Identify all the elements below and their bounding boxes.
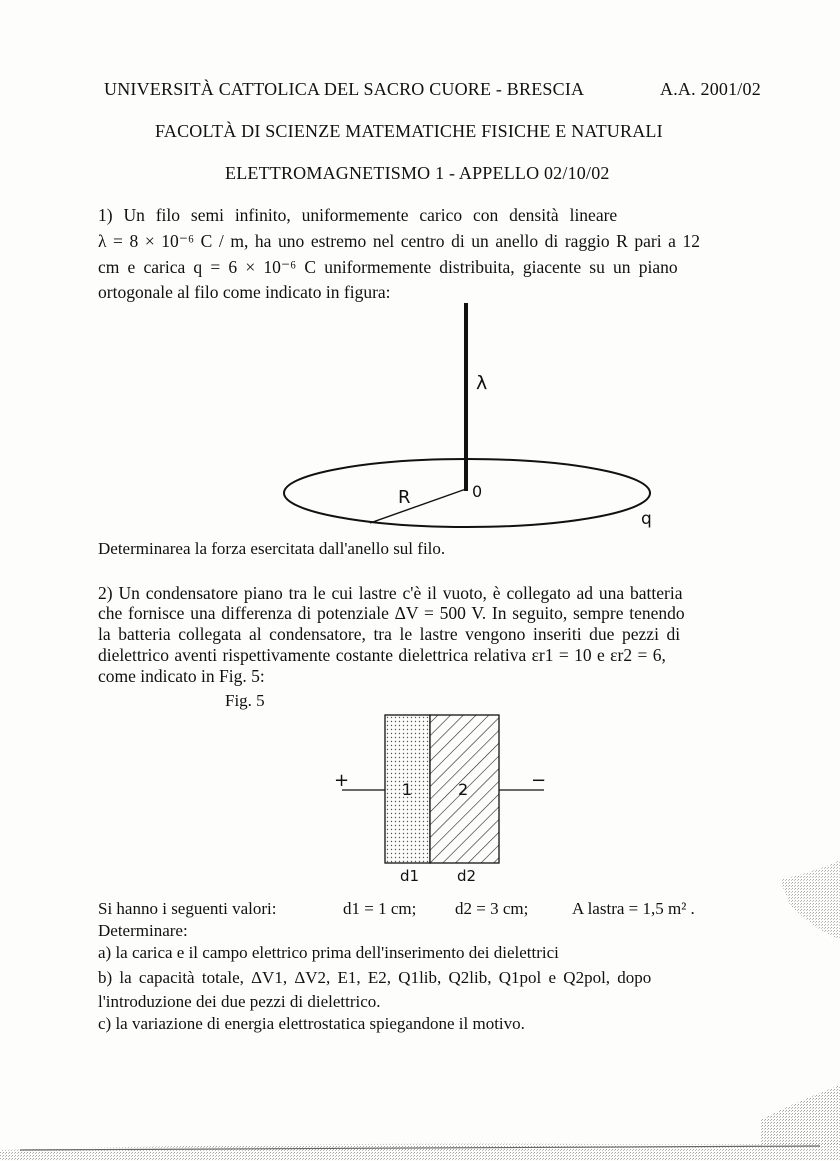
problem1-line1: 1) Un filo semi infinito, uniformemente carico con densità lineare [98, 205, 618, 225]
region-1-label: 1 [402, 780, 413, 799]
problem1-question: Determinarea la forza esercitata dall'anello sul filo. [98, 539, 446, 558]
lambda-label: λ [476, 372, 488, 394]
problem1-line3: cm e carica q = 6 × 10⁻⁶ C uniformemente distribuita, giacente su un piano [98, 257, 678, 277]
charge-label: q [641, 509, 652, 529]
radius-label: R [398, 487, 411, 508]
problem2-line3: la batteria collegata al condensatore, tra le lastre vengono inseriti due pezzi di [98, 624, 681, 644]
exam-title: ELETTROMAGNETISMO 1 - APPELLO 02/10/02 [225, 163, 610, 183]
problem1-line2: λ = 8 × 10⁻⁶ C / m, ha uno estremo nel centro di un anello di raggio R pari a 12 [98, 231, 701, 251]
university-name: UNIVERSITÀ CATTOLICA DEL SACRO CUORE - BRESCIA [104, 79, 585, 99]
determine-heading: Determinare: [98, 921, 188, 940]
problem2-line2: che fornisce una differenza di potenziale ΔV = 500 V. In seguito, sempre tenendo [98, 603, 685, 623]
region-2-label: 2 [458, 780, 469, 799]
area-value: A lastra = 1,5 m² . [572, 899, 695, 918]
item-b: b) la capacità totale, ΔV1, ΔV2, E1, E2, Q1lib, Q2lib, Q1pol e Q2pol, dopo [98, 968, 652, 987]
problem2-line4: dielettrico aventi rispettivamente costante dielettrica relativa εr1 = 10 e εr2 = 6, [98, 645, 666, 665]
d1-label: d1 [400, 867, 420, 885]
values-intro: Si hanno i seguenti valori: [98, 899, 277, 918]
plus-sign: + [334, 770, 350, 791]
item-b-continued: l'introduzione dei due pezzi di dielettrico. [98, 992, 381, 1011]
minus-sign: − [531, 770, 547, 791]
figure5-caption: Fig. 5 [225, 691, 265, 710]
faculty-name: FACOLTÀ DI SCIENZE MATEMATICHE FISICHE E NATURALI [155, 121, 663, 141]
problem2-line1: 2) Un condensatore piano tra le cui lastre c'è il vuoto, è collegato ad una batteria [98, 583, 683, 603]
d2-label: d2 [457, 867, 477, 885]
item-a: a) la carica e il campo elettrico prima dell'inserimento dei dielettrici [98, 943, 559, 962]
item-c: c) la variazione di energia elettrostatica spiegandone il motivo. [98, 1014, 525, 1033]
d2-value: d2 = 3 cm; [455, 899, 529, 918]
center-label: 0 [472, 482, 483, 501]
d1-value: d1 = 1 cm; [343, 899, 417, 918]
problem1-line4: ortogonale al filo come indicato in figura: [98, 282, 391, 302]
problem2-line5: come indicato in Fig. 5: [98, 666, 265, 686]
academic-year: A.A. 2001/02 [660, 79, 761, 99]
